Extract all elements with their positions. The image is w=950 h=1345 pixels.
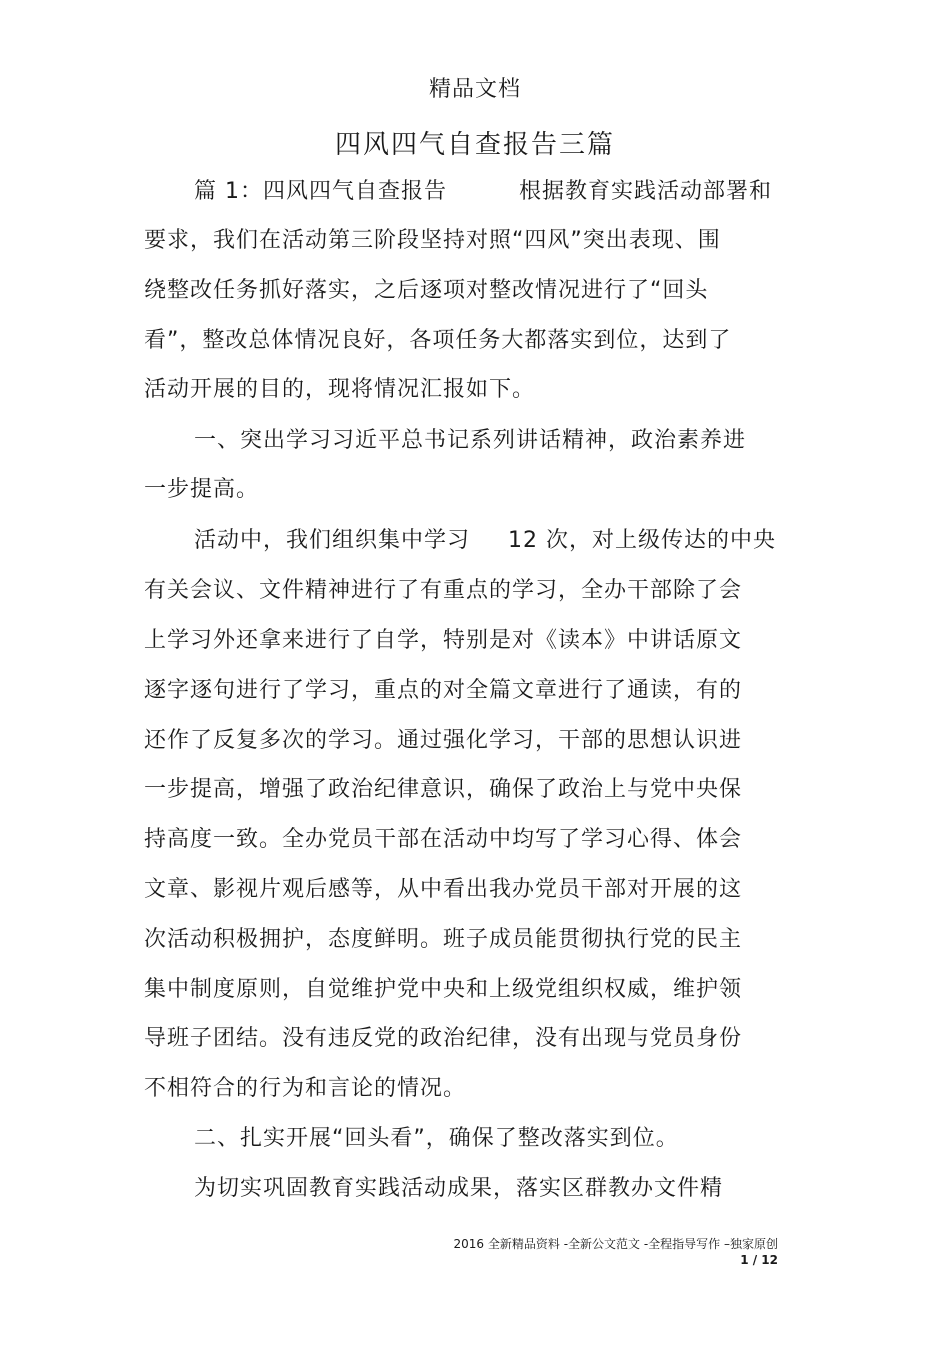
body-line-7: 一步提高。 — [144, 477, 260, 502]
body-line-3: 绕整改任务抓好落实，之后逐项对整改情况进行了“回头 — [144, 278, 709, 303]
body-line-19: 不相符合的行为和言论的情况。 — [144, 1076, 467, 1101]
body-line-1 — [194, 177, 772, 207]
body-line-18: 导班子团结。没有违反党的政治纪律，没有出现与党员身份 — [144, 1026, 743, 1051]
section-heading: 篇 1：四风四气自查报告 — [194, 179, 447, 204]
body-line-20: 二、扎实开展“回头看”，确保了整改落实到位。 — [194, 1126, 679, 1151]
body-line-6: 一、突出学习习近平总书记系列讲话精神，政治素养进 — [194, 428, 747, 453]
body-line-17: 集中制度原则，自觉维护党中央和上级党组织权威，维护领 — [144, 977, 743, 1002]
body-line-2: 要求，我们在活动第三阶段坚持对照“四风”突出表现、围 — [144, 228, 721, 253]
body-line-12: 还作了反复多次的学习。通过强化学习，干部的思想认识进 — [144, 728, 743, 753]
body-line-15: 文章、影视片观后感等，从中看出我办党员干部对开展的这 — [144, 877, 743, 902]
body-line-5: 活动开展的目的，现将情况汇报如下。 — [144, 377, 536, 402]
body-line-16: 次活动积极拥护，态度鲜明。班子成员能贯彻执行党的民主 — [144, 927, 743, 952]
body-text: 根据教育实践活动部署和 — [519, 179, 773, 204]
body-line-10: 上学习外还拿来进行了自学，特别是对《读本》中讲话原文 — [144, 628, 743, 653]
page-footer: 2016 全新精品资料 -全新公文范文 -全程指导写作 –独家原创 — [453, 1237, 778, 1251]
document-title: 四风四气自查报告三篇 — [334, 130, 615, 160]
body-line-4: 看”，整改总体情况良好，各项任务大都落实到位，达到了 — [144, 328, 732, 353]
body-line-9: 有关会议、文件精神进行了有重点的学习，全办干部除了会 — [144, 578, 743, 603]
body-line-13: 一步提高，增强了政治纪律意识，确保了政治上与党中央保 — [144, 777, 743, 802]
page-header: 精品文档 — [428, 77, 521, 102]
body-line-21: 为切实巩固教育实践活动成果，落实区群教办文件精 — [194, 1176, 724, 1201]
body-line-14: 持高度一致。全办党员干部在活动中均写了学习心得、体会 — [144, 827, 743, 852]
body-text: 12 次，对上级传达的中央 — [508, 528, 777, 553]
body-line-11: 逐字逐句进行了学习，重点的对全篇文章进行了通读，有的 — [144, 678, 743, 703]
page-number: 1 / 12 — [740, 1253, 778, 1267]
body-line-8 — [194, 526, 776, 556]
body-text: 活动中，我们组织集中学习 — [194, 528, 471, 553]
